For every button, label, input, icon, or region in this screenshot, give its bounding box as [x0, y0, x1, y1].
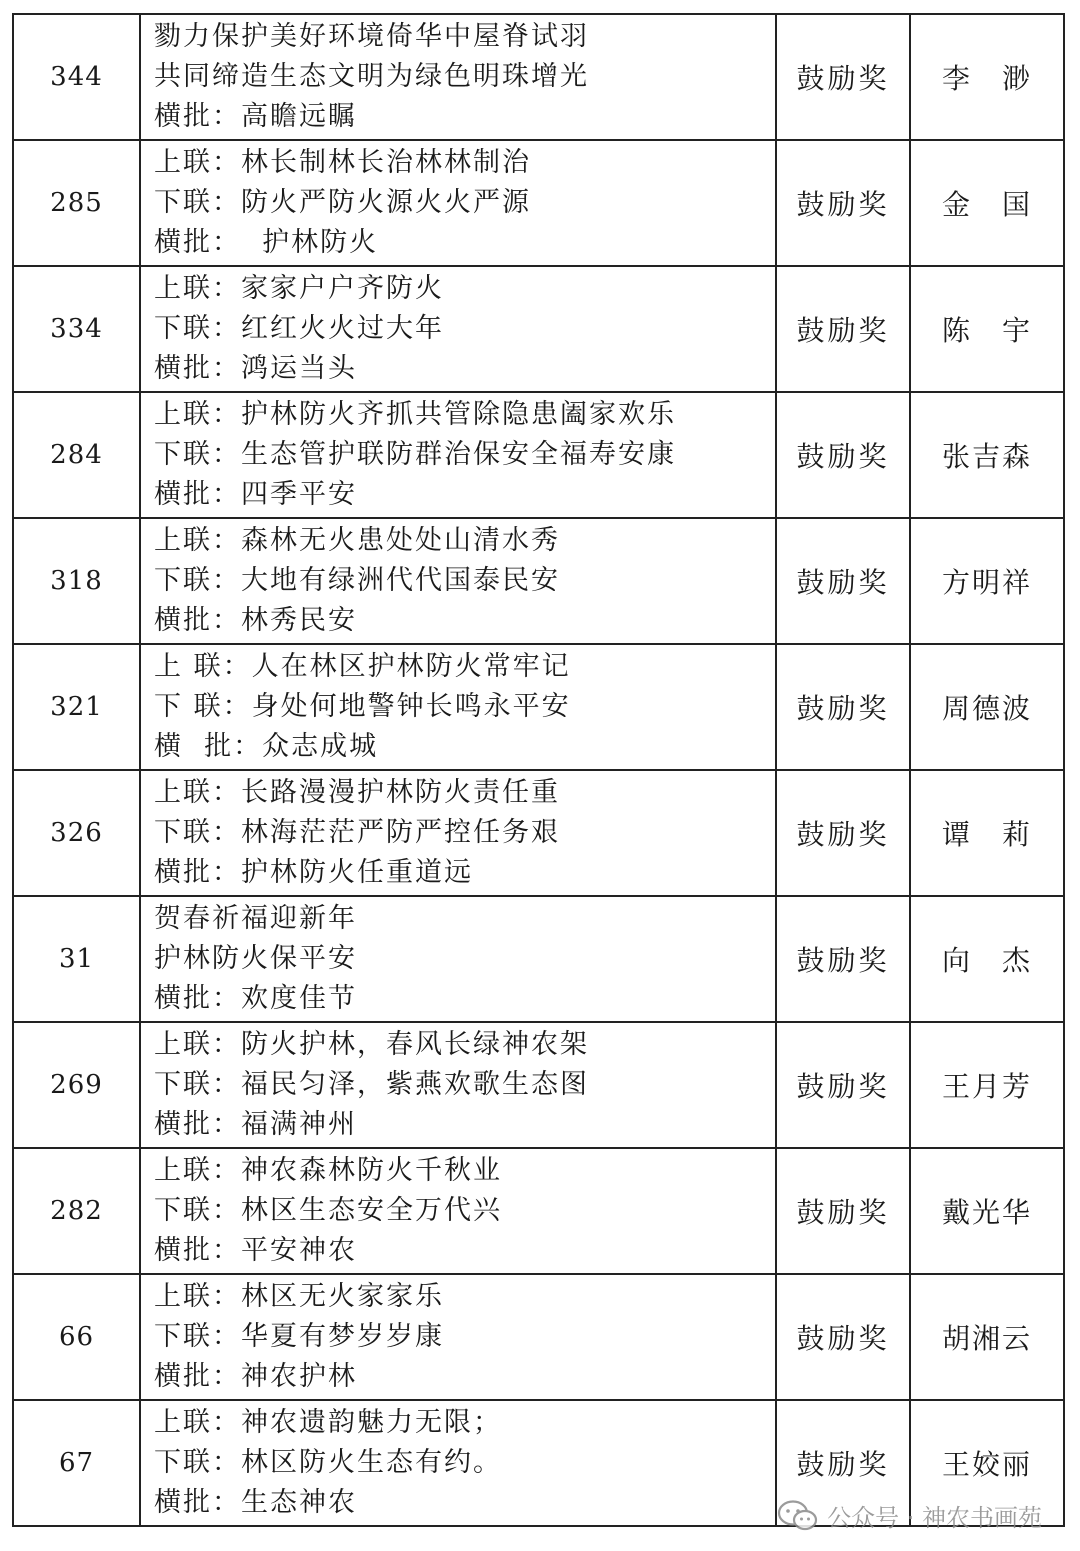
table-row [13, 1274, 1064, 1400]
award-level: 鼓励奖 [776, 1274, 910, 1400]
author-name: 陈 宇 [910, 266, 1064, 392]
wechat-icon [777, 1499, 819, 1533]
entry-number: 284 [13, 392, 140, 518]
author-name: 周德波 [910, 644, 1064, 770]
couplet-line: 下联：林区防火生态有约。 [154, 1447, 502, 1478]
couplet-text [140, 140, 776, 266]
couplet-line: 贺春祈福迎新年 [154, 903, 357, 934]
entry-number: 285 [13, 140, 140, 266]
award-level: 鼓励奖 [776, 1148, 910, 1274]
couplet-text [140, 1148, 776, 1274]
couplet-line: 横 批：众志成城 [154, 731, 379, 762]
table-row [13, 266, 1064, 392]
author-name: 向 杰 [910, 896, 1064, 1022]
couplet-line: 勠力保护美好环境倚华中屋脊试羽 [154, 21, 589, 52]
couplet-text [140, 896, 776, 1022]
couplet-line: 下联：福民匀泽，紫燕欢歌生态图 [154, 1069, 589, 1100]
table-row [13, 644, 1064, 770]
table-row [13, 896, 1064, 1022]
author-name: 方明祥 [910, 518, 1064, 644]
table-row [13, 140, 1064, 266]
couplet-line: 下联：大地有绿洲代代国泰民安 [154, 565, 560, 596]
award-level: 鼓励奖 [776, 266, 910, 392]
couplet-line: 上联：林长制林长治林林制治 [154, 147, 531, 178]
couplet-text [140, 1274, 776, 1400]
watermark-text: 公众号 · 神农书画苑 [827, 1504, 1042, 1532]
couplet-line: 横批： 护林防火 [154, 227, 379, 258]
couplet-line: 下联：林海茫茫严防严控任务艰 [154, 817, 560, 848]
couplet-line: 上联：防火护林，春风长绿神农架 [154, 1029, 589, 1060]
couplet-text [140, 266, 776, 392]
entry-number: 67 [13, 1400, 140, 1526]
couplet-line: 横批：欢度佳节 [154, 983, 357, 1014]
entry-number: 31 [13, 896, 140, 1022]
author-name: 戴光华 [910, 1148, 1064, 1274]
couplet-line: 横批：高瞻远瞩 [154, 101, 357, 132]
entry-number: 334 [13, 266, 140, 392]
couplet-line: 下联：林区生态安全万代兴 [154, 1195, 502, 1226]
entry-number: 282 [13, 1148, 140, 1274]
couplet-line: 下联：防火严防火源火火严源 [154, 187, 531, 218]
couplet-line: 横批：生态神农 [154, 1487, 357, 1518]
couplet-text [140, 1400, 776, 1526]
couplet-line: 下联：华夏有梦岁岁康 [154, 1321, 444, 1352]
author-name: 胡湘云 [910, 1274, 1064, 1400]
table-row [13, 392, 1064, 518]
couplet-line: 上联：林区无火家家乐 [154, 1281, 444, 1312]
watermark [777, 1498, 1042, 1533]
table-row [13, 518, 1064, 644]
couplet-line: 上 联：人在林区护林防火常牢记 [154, 651, 571, 682]
couplet-line: 下 联：身处何地警钟长鸣永平安 [154, 691, 571, 722]
entry-number: 66 [13, 1274, 140, 1400]
table-body [13, 14, 1064, 1526]
couplet-line: 上联：神农森林防火千秋业 [154, 1155, 502, 1186]
award-level: 鼓励奖 [776, 644, 910, 770]
author-name: 王姣丽 [910, 1400, 1064, 1526]
couplet-line: 横批：护林防火任重道远 [154, 857, 473, 888]
award-level: 鼓励奖 [776, 770, 910, 896]
couplet-line: 横批：林秀民安 [154, 605, 357, 636]
couplet-line: 横批：平安神农 [154, 1235, 357, 1266]
couplet-text [140, 392, 776, 518]
author-name: 谭 莉 [910, 770, 1064, 896]
table-row [13, 770, 1064, 896]
couplet-line: 护林防火保平安 [154, 943, 357, 974]
award-level: 鼓励奖 [776, 1022, 910, 1148]
entry-number: 326 [13, 770, 140, 896]
entry-number: 321 [13, 644, 140, 770]
award-level: 鼓励奖 [776, 392, 910, 518]
author-name: 李 渺 [910, 14, 1064, 140]
couplet-line: 上联：护林防火齐抓共管除隐患阖家欢乐 [154, 399, 676, 430]
couplet-text [140, 770, 776, 896]
entry-number: 318 [13, 518, 140, 644]
couplet-text [140, 1022, 776, 1148]
entry-number: 269 [13, 1022, 140, 1148]
couplet-text [140, 518, 776, 644]
couplet-line: 上联：神农遗韵魅力无限； [154, 1407, 502, 1438]
couplet-line: 横批：鸿运当头 [154, 353, 357, 384]
table-row [13, 14, 1064, 140]
couplet-line: 下联：红红火火过大年 [154, 313, 444, 344]
award-level: 鼓励奖 [776, 14, 910, 140]
table-row [13, 1148, 1064, 1274]
couplet-line: 横批：福满神州 [154, 1109, 357, 1140]
table-row [13, 1022, 1064, 1148]
award-level: 鼓励奖 [776, 518, 910, 644]
award-table [12, 13, 1065, 1527]
entry-number: 344 [13, 14, 140, 140]
couplet-line: 上联：森林无火患处处山清水秀 [154, 525, 560, 556]
couplet-line: 横批：四季平安 [154, 479, 357, 510]
couplet-text [140, 644, 776, 770]
couplet-text [140, 14, 776, 140]
author-name: 张吉森 [910, 392, 1064, 518]
couplet-line: 上联：家家户户齐防火 [154, 273, 444, 304]
couplet-line: 下联：生态管护联防群治保安全福寿安康 [154, 439, 676, 470]
award-level: 鼓励奖 [776, 140, 910, 266]
award-level: 鼓励奖 [776, 896, 910, 1022]
author-name: 金 国 [910, 140, 1064, 266]
award-level: 鼓励奖 [776, 1400, 910, 1526]
author-name: 王月芳 [910, 1022, 1064, 1148]
couplet-line: 上联：长路漫漫护林防火责任重 [154, 777, 560, 808]
couplet-line: 共同缔造生态文明为绿色明珠增光 [154, 61, 589, 92]
couplet-line: 横批：神农护林 [154, 1361, 357, 1392]
